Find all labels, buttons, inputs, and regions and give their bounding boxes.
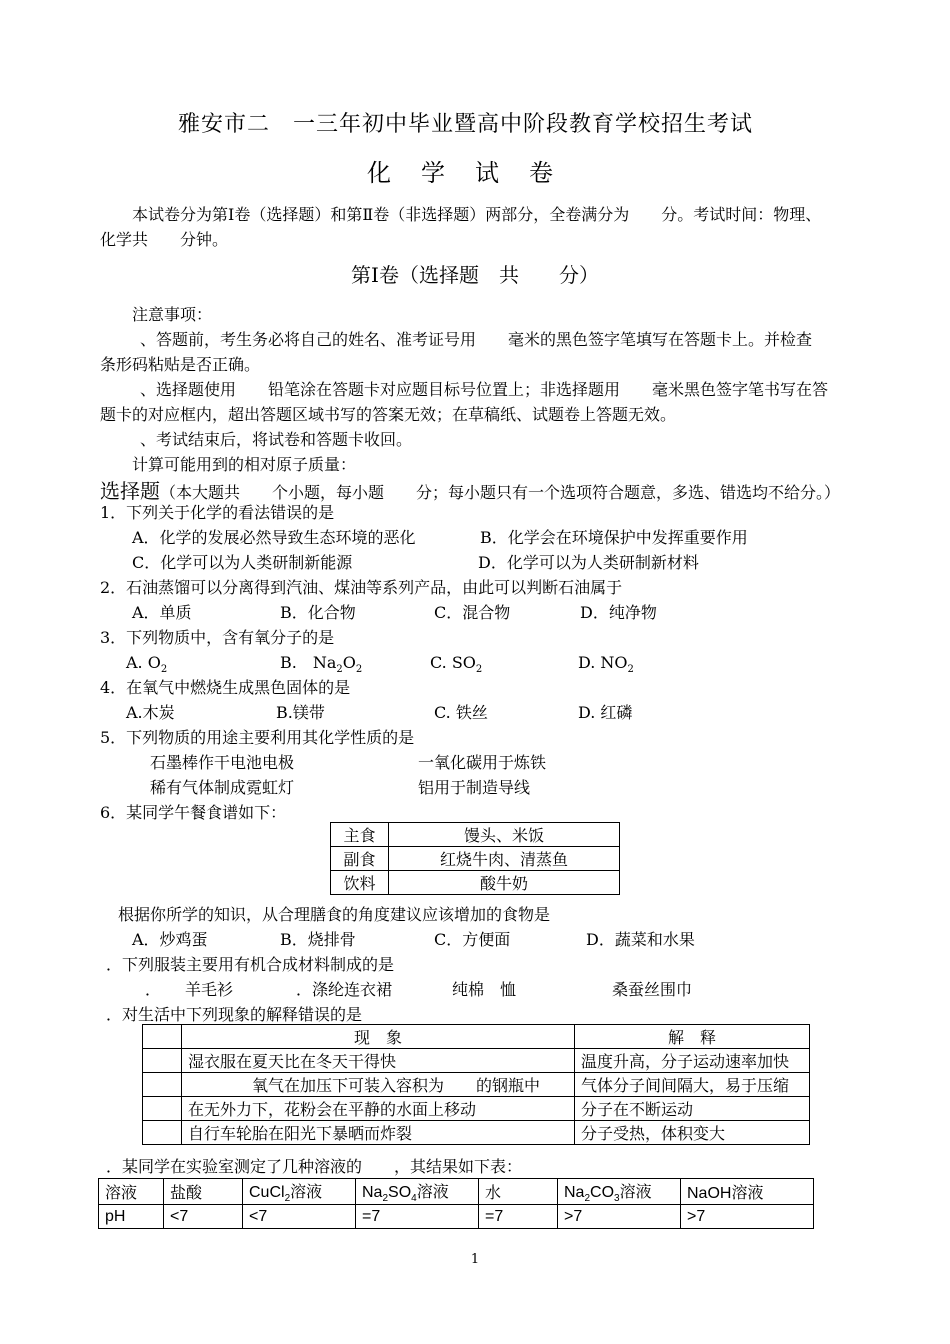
q2-option-a: A．单质 [132,603,192,622]
q5-stem: 5．下列物质的用途主要利用其化学性质的是 [100,728,415,747]
table-cell: 酸牛奶 [389,871,620,895]
q1-option-b: B．化学会在环境保护中发挥重要作用 [480,528,748,547]
table-cell: 主食 [331,823,389,847]
note-2-line-1: 、选择题使用 铅笔涂在答题卡对应题目标号位置上；非选择题用 毫米黑色签字笔书写在答 [140,380,829,399]
q7-option-c: 纯棉 恤 [452,980,517,999]
table-row [143,1073,810,1097]
atomic-mass-note: 计算可能用到的相对原子质量： [132,455,357,474]
q4-option-c: C. 铁丝 [434,703,488,722]
table-header-row [143,1025,810,1049]
note-1-line-2: 条形码粘贴是否正确。 [100,355,261,374]
q2-option-c: C．混合物 [434,603,511,622]
q1-option-c: C．化学可以为人类研制新能源 [132,553,353,572]
intro-line-2: 化学共 分钟。 [100,230,229,249]
q5-option-a: 石墨棒作干电池电极 [150,753,295,772]
q1-option-d: D．化学可以为人类研制新材料 [478,553,699,572]
q3-option-a: A. $O_2$ [126,653,168,676]
q6-option-b: B．烧排骨 [280,930,356,949]
q3-stem: 3．下列物质中，含有氧分子的是 [100,628,335,647]
intro-line-1: 本试卷分为第Ⅰ卷（选择题）和第Ⅱ卷（非选择题）两部分，全卷满分为 分。考试时间：物理、 [132,205,822,224]
q4-stem: 4．在氧气中燃烧生成黑色固体的是 [100,678,351,697]
table-cell: 饮料 [331,871,389,895]
table-row [143,1049,810,1073]
table-cell: =7 [479,1205,558,1229]
q3-option-b: B. $Na_2O_2$ [280,653,363,676]
q7-stem: ．下列服装主要用有机合成材料制成的是 [106,955,395,974]
table-cell: 气体分子间间隔大，易于压缩 [575,1073,810,1097]
q3-option-c: C. $SO_2$ [430,653,483,676]
table-cell [143,1121,182,1145]
page-number: 1 [470,1252,480,1267]
table-cell [143,1073,182,1097]
q4-option-a: A.木炭 [126,703,175,722]
q5-option-c: 稀有气体制成霓虹灯 [150,778,295,797]
q4-option-d: D. 红磷 [578,703,633,722]
table-cell: 温度升高，分子运动速率加快 [575,1049,810,1073]
note-2-line-2: 题卡的对应框内，超出答题区域书写的答案无效；在草稿纸、试题卷上答题无效。 [100,405,677,424]
table-header: 水 [479,1179,558,1205]
ph-table [98,1178,814,1229]
choice-section-heading [100,475,840,504]
q1-option-a: A．化学的发展必然导致生态环境的恶化 [132,528,416,547]
table-header-explanation: 解 释 [575,1025,810,1049]
q6-option-c: C．方便面 [434,930,511,949]
q7-option-a: ． 羊毛衫 [145,980,234,999]
q5-option-b: 一氧化碳用于炼铁 [418,753,547,772]
table-row [331,847,620,871]
table-cell: 湿衣服在夏天比在冬天干得快 [182,1049,575,1073]
subject-title: 化学试卷 [367,159,583,187]
table-cell [143,1049,182,1073]
q4-option-b: B.镁带 [276,703,325,722]
table-header: NaOH溶液 [681,1179,814,1205]
lunch-menu-table [330,822,620,895]
q6-option-d: D．蔬菜和水果 [586,930,695,949]
table-cell: >7 [681,1205,814,1229]
q6-follow-up: 根据你所学的知识，从合理膳食的角度建议应该增加的食物是 [118,905,551,924]
table-cell: 分子受热，体积变大 [575,1121,810,1145]
q2-option-b: B．化合物 [280,603,356,622]
table-header: 溶液 [99,1179,164,1205]
table-cell: 在无外力下，花粉会在平静的水面上移动 [182,1097,575,1121]
table-cell: >7 [558,1205,681,1229]
phenomena-table [142,1024,810,1145]
table-row [143,1121,810,1145]
choice-heading-rules: （本大题共 个小题，每小题 分；每小题只有一个选项符合题意，多选、错选均不给分。） [160,483,841,502]
q7-option-d: 桑蚕丝围巾 [612,980,693,999]
table-header-phenomenon: 现 象 [182,1025,575,1049]
table-cell: <7 [164,1205,243,1229]
table-cell: 氧气在加压下可装入容积为 的钢瓶中 [182,1073,575,1097]
q5-option-d: 铝用于制造导线 [418,778,531,797]
table-row [99,1205,814,1229]
q7-option-b: ．涤纶连衣裙 [296,980,393,999]
table-header: CuCl$_2$溶液 [243,1179,356,1205]
q2-stem: 2．石油蒸馏可以分离得到汽油、煤油等系列产品，由此可以判断石油属于 [100,578,623,597]
q6-option-a: A．炒鸡蛋 [132,930,208,949]
note-3: 、考试结束后，将试卷和答题卡收回。 [140,430,413,449]
table-cell: 分子在不断运动 [575,1097,810,1121]
table-row [331,871,620,895]
table-header: $Na_2CO_3$溶液 [558,1179,681,1205]
q9-stem: ．某同学在实验室测定了几种溶液的 ，其结果如下表： [106,1157,523,1176]
table-cell: pH [99,1205,164,1229]
table-cell: <7 [243,1205,356,1229]
q6-stem: 6．某同学午餐食谱如下： [100,803,287,822]
table-cell [143,1025,182,1049]
exam-title: 雅安市二 一三年初中毕业暨高中阶段教育学校招生考试 [178,112,754,137]
table-cell: =7 [356,1205,479,1229]
choice-heading-label: 选择题 [100,479,160,503]
q8-stem: ．对生活中下列现象的解释错误的是 [106,1005,363,1024]
notes-heading: 注意事项： [132,305,213,324]
table-row [143,1097,810,1121]
table-row [331,823,620,847]
section-title: 第Ⅰ卷（选择题 共 分） [351,263,599,287]
table-cell: 自行车轮胎在阳光下暴晒而炸裂 [182,1121,575,1145]
q2-option-d: D．纯净物 [580,603,657,622]
table-header: $Na_2SO_4$溶液 [356,1179,479,1205]
q1-stem: 1．下列关于化学的看法错误的是 [100,503,335,522]
table-cell: 馒头、米饭 [389,823,620,847]
table-header-row [99,1179,814,1205]
q3-option-d: D. $NO_2$ [578,653,634,676]
table-header: 盐酸 [164,1179,243,1205]
table-cell [143,1097,182,1121]
table-cell: 副食 [331,847,389,871]
table-cell: 红烧牛肉、清蒸鱼 [389,847,620,871]
note-1-line-1: 、答题前，考生务必将自己的姓名、准考证号用 毫米的黑色签字笔填写在答题卡上。并检查 [140,330,813,349]
